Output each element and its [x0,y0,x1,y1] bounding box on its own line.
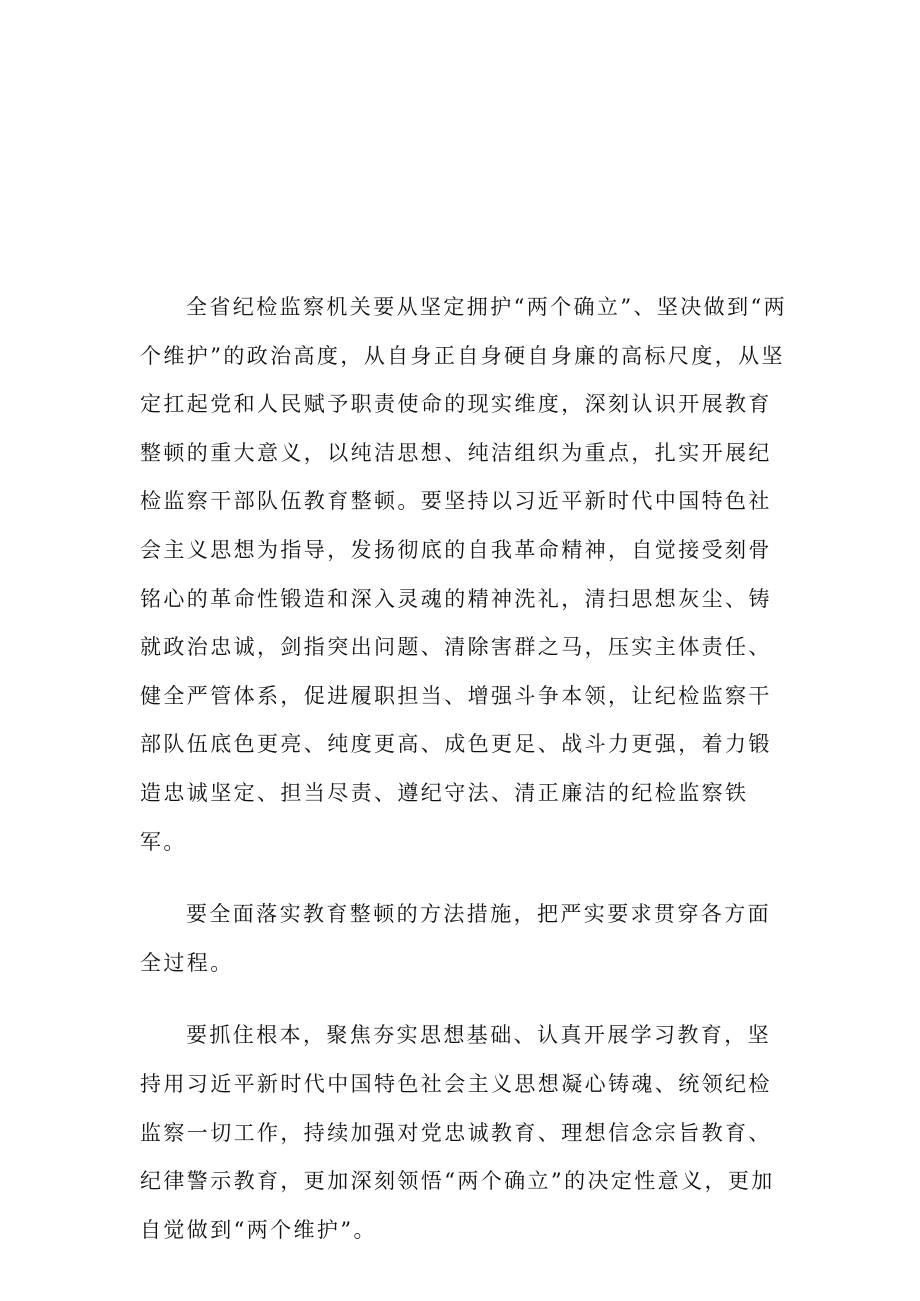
document-body [140,283,790,1254]
paragraph-ideological-foundation: 要抓住根本，聚焦夯实思想基础、认真开展学习教育，坚持用习近平新时代中国特色社会主义思想凝心铸魂、统领纪检监察一切工作，持续加强对党忠诚教育、理想信念宗旨教育、纪律警示教育，更加深刻领悟“两个确立”的决定性意义，更加自觉做到“两个维护”。 [140,1023,775,1242]
paragraph-implementation-measures: 要全面落实教育整顿的方法措施，把严实要求贯穿各方面全过程。 [140,902,771,975]
paragraph-education-rectification-overview: 全省纪检监察机关要从坚定拥护“两个确立”、坚决做到“两个维护”的政治高度，从自身正自身硬自身廉的高标尺度，从坚定扛起党和人民赋予职责使命的现实维度，深刻认识开展教育整顿的重大意义，以纯洁思想、纯洁组织为重点，扎实开展纪检监察干部队伍教育整顿。要坚持以习近平新时代中国特色社会主义思想为指导，发扬彻底的自我革命精神，自觉接受刻骨铭心的革命性锻造和深入灵魂的精神洗礼，清扫思想灰尘、铸就政治忠诚，剑指突出问题、清除害群之马，压实主体责任、健全严管体系，促进履职担当、增强斗争本领，让纪检监察干部队伍底色更亮、纯度更高、成色更足、战斗力更强，着力锻造忠诚坚定、担当尽责、遵纪守法、清正廉洁的纪检监察铁军。 [140,295,788,854]
